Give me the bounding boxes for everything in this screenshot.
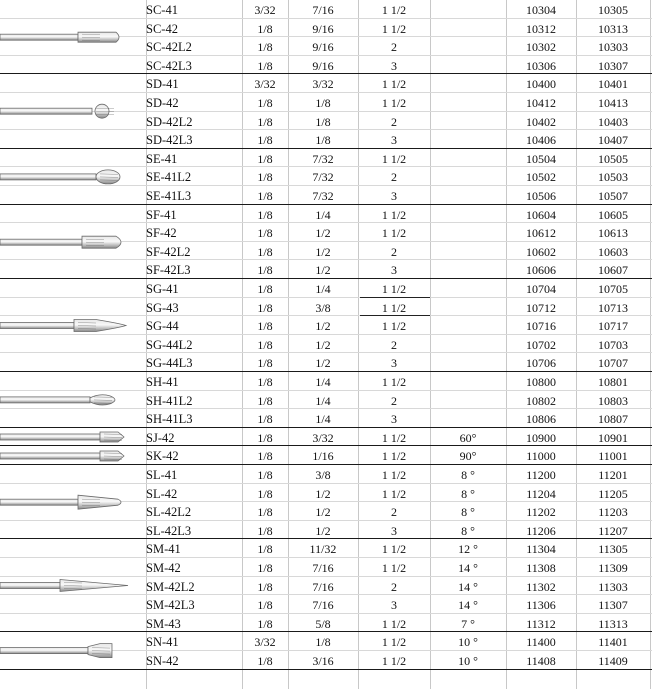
overall-length-cell: 1 1/2	[381, 654, 407, 668]
shank-dia-cell: 1/8	[257, 412, 273, 427]
head-dia-cell: 1/2	[315, 486, 331, 501]
angle-cell: 90°	[459, 449, 477, 464]
item-no-b-cell: 10607	[598, 263, 628, 278]
overall-length-cell: 1 1/2	[381, 3, 407, 17]
item-no-a-cell: 10602	[526, 244, 556, 259]
model-cell: SM-42	[146, 561, 181, 575]
item-no-b-cell: 10603	[598, 244, 628, 259]
item-no-b-cell: 10713	[598, 300, 628, 315]
item-no-a-cell: 10704	[526, 282, 556, 296]
item-no-b-cell: 11313	[598, 616, 628, 631]
shank-dia-cell: 3/32	[254, 77, 276, 92]
head-dia-cell: 3/8	[315, 300, 331, 315]
overall-length-cell: 2	[391, 579, 397, 594]
overall-length-cell: 3	[391, 356, 397, 371]
head-dia-cell: 1/8	[315, 635, 331, 650]
shank-dia-cell: 1/8	[257, 579, 273, 594]
item-no-b-cell: 10801	[598, 375, 628, 389]
item-no-b-cell: 11001	[598, 449, 628, 464]
model-cell: SG-43	[146, 300, 179, 315]
item-no-a-cell: 10504	[526, 151, 556, 166]
angle-cell: 8 °	[461, 468, 475, 482]
head-dia-cell: 1/8	[315, 96, 331, 110]
model-cell: SN-42	[146, 654, 179, 668]
angle-cell: 8 °	[461, 486, 475, 501]
shank-dia-cell: 1/8	[257, 21, 273, 36]
overall-length-cell: 2	[391, 337, 397, 352]
head-dia-cell: 3/32	[312, 430, 334, 445]
shank-dia-cell: 1/8	[257, 375, 273, 389]
head-dia-cell: 1/4	[315, 282, 331, 296]
shank-dia-cell: 1/8	[257, 40, 273, 55]
item-no-a-cell: 10702	[526, 337, 556, 352]
overall-length-cell: 1 1/2	[381, 616, 407, 631]
overall-length-cell: 1 1/2	[381, 449, 407, 464]
angle-cell: 8 °	[461, 505, 475, 520]
head-dia-cell: 1/2	[315, 263, 331, 278]
angle-cell: 7 °	[461, 616, 475, 631]
grid-column-line	[650, 0, 651, 689]
model-cell: SD-41	[146, 77, 179, 92]
angle-cell: 12 °	[458, 542, 478, 557]
item-no-a-cell: 10612	[526, 226, 556, 241]
model-cell: SH-41	[146, 375, 179, 389]
oval-burr-image	[0, 152, 140, 202]
item-no-b-cell: 11309	[598, 561, 628, 575]
item-no-a-cell: 11408	[526, 654, 556, 668]
overall-length-cell: 3	[391, 58, 397, 73]
overall-length-cell: 1 1/2	[381, 77, 407, 92]
arch-ball-burr-image	[0, 208, 140, 276]
model-cell: SL-42	[146, 486, 178, 501]
item-no-a-cell: 11308	[526, 561, 556, 575]
overall-length-cell: 1 1/2	[381, 207, 407, 222]
ball-burr-image	[0, 77, 140, 145]
shank-dia-cell: 1/8	[257, 207, 273, 222]
item-no-a-cell: 10604	[526, 207, 556, 222]
shank-dia-cell: 1/8	[257, 598, 273, 613]
flame-burr-image	[0, 375, 140, 425]
overall-length-cell: 3	[391, 263, 397, 278]
head-dia-cell: 1/8	[315, 133, 331, 148]
item-no-a-cell: 11306	[526, 598, 556, 613]
model-cell: SF-42L2	[146, 244, 191, 259]
item-no-a-cell: 11302	[526, 579, 556, 594]
model-cell: SE-41L3	[146, 189, 192, 203]
overall-length-cell: 1 1/2	[381, 468, 407, 482]
shank-dia-cell: 1/8	[257, 96, 273, 110]
overall-length-cell: 2	[391, 114, 397, 129]
overall-length-cell: 3	[391, 189, 397, 203]
shank-dia-cell: 1/8	[257, 486, 273, 501]
model-cell: SC-42	[146, 21, 178, 36]
shank-dia-cell: 1/8	[257, 263, 273, 278]
overall-length-cell: 3	[391, 598, 397, 613]
model-cell: SF-41	[146, 207, 177, 222]
item-no-b-cell: 10303	[598, 40, 628, 55]
model-cell: SF-42	[146, 226, 177, 241]
shank-dia-cell: 1/8	[257, 170, 273, 185]
head-dia-cell: 1/2	[315, 337, 331, 352]
cone-90-burr-image	[0, 448, 140, 464]
model-cell: SG-44	[146, 319, 179, 334]
model-cell: SM-42L3	[146, 598, 195, 613]
model-cell: SM-41	[146, 542, 181, 557]
item-no-b-cell: 10507	[598, 189, 628, 203]
head-dia-cell: 1/4	[315, 393, 331, 408]
overall-length-cell: 3	[391, 133, 397, 148]
item-no-a-cell: 11206	[526, 523, 556, 538]
shank-dia-cell: 1/8	[257, 654, 273, 668]
shank-dia-cell: 1/8	[257, 319, 273, 334]
arch-pointed-burr-image	[0, 282, 140, 369]
shank-dia-cell: 1/8	[257, 133, 273, 148]
item-no-a-cell: 11202	[526, 505, 556, 520]
head-dia-cell: 9/16	[312, 58, 334, 73]
head-dia-cell: 1/16	[312, 449, 334, 464]
overall-length-cell: 1 1/2	[381, 542, 407, 557]
angle-cell: 14 °	[458, 579, 478, 594]
item-no-a-cell: 10302	[526, 40, 556, 55]
item-no-b-cell: 10403	[598, 114, 628, 129]
shank-dia-cell: 1/8	[257, 244, 273, 259]
item-no-b-cell: 10707	[598, 356, 628, 371]
shank-dia-cell: 1/8	[257, 58, 273, 73]
item-no-b-cell: 10313	[598, 21, 628, 36]
item-no-b-cell: 10401	[598, 77, 628, 92]
item-no-a-cell: 10304	[526, 3, 556, 17]
model-cell: SE-41L2	[146, 170, 192, 185]
item-no-a-cell: 10706	[526, 356, 556, 371]
inverted-cone-burr-image	[0, 635, 140, 666]
group-separator	[0, 445, 652, 446]
group-separator	[0, 73, 652, 74]
item-no-b-cell: 10703	[598, 337, 628, 352]
item-no-b-cell: 11409	[598, 654, 628, 668]
cell-underline	[360, 315, 430, 316]
group-separator	[0, 204, 652, 205]
angle-cell: 10 °	[458, 654, 478, 668]
item-no-b-cell: 10803	[598, 393, 628, 408]
angle-cell: 14 °	[458, 561, 478, 575]
model-cell: SJ-42	[146, 430, 175, 445]
overall-length-cell: 1 1/2	[381, 96, 407, 110]
head-dia-cell: 1/2	[315, 226, 331, 241]
item-no-b-cell: 11203	[598, 505, 628, 520]
model-cell: SD-42L2	[146, 114, 193, 129]
model-cell: SG-41	[146, 282, 179, 296]
item-no-b-cell: 10901	[598, 430, 628, 445]
item-no-a-cell: 10306	[526, 58, 556, 73]
model-cell: SC-42L3	[146, 58, 192, 73]
item-no-b-cell: 11305	[598, 542, 628, 557]
angle-cell: 8 °	[461, 523, 475, 538]
item-no-a-cell: 11204	[526, 486, 556, 501]
taper-ball-burr-image	[0, 468, 140, 536]
shank-dia-cell: 1/8	[257, 226, 273, 241]
shank-dia-cell: 1/8	[257, 114, 273, 129]
head-dia-cell: 7/16	[312, 598, 334, 613]
shank-dia-cell: 1/8	[257, 616, 273, 631]
overall-length-cell: 1 1/2	[381, 282, 407, 296]
item-no-a-cell: 10606	[526, 263, 556, 278]
item-no-b-cell: 10613	[598, 226, 628, 241]
item-no-a-cell: 10400	[526, 77, 556, 92]
shank-dia-cell: 1/8	[257, 468, 273, 482]
item-no-a-cell: 10806	[526, 412, 556, 427]
item-no-b-cell: 10305	[598, 3, 628, 17]
model-cell: SM-42L2	[146, 579, 195, 594]
model-cell: SH-41L2	[146, 393, 193, 408]
shank-dia-cell: 1/8	[257, 430, 273, 445]
item-no-a-cell: 10712	[526, 300, 556, 315]
overall-length-cell: 3	[391, 412, 397, 427]
shank-dia-cell: 1/8	[257, 505, 273, 520]
model-cell: SG-44L2	[146, 337, 193, 352]
shank-dia-cell: 1/8	[257, 393, 273, 408]
head-dia-cell: 1/4	[315, 412, 331, 427]
item-no-b-cell: 10705	[598, 282, 628, 296]
head-dia-cell: 1/2	[315, 523, 331, 538]
head-dia-cell: 7/16	[312, 561, 334, 575]
overall-length-cell: 1 1/2	[381, 561, 407, 575]
head-dia-cell: 7/32	[312, 151, 334, 166]
item-no-a-cell: 10312	[526, 21, 556, 36]
item-no-a-cell: 10900	[526, 430, 556, 445]
item-no-b-cell: 11401	[598, 635, 628, 650]
shank-dia-cell: 1/8	[257, 449, 273, 464]
group-separator	[0, 278, 652, 279]
cell-underline	[360, 297, 430, 298]
item-no-b-cell: 10407	[598, 133, 628, 148]
overall-length-cell: 1 1/2	[381, 486, 407, 501]
head-dia-cell: 3/32	[312, 77, 334, 92]
item-no-a-cell: 10800	[526, 375, 556, 389]
head-dia-cell: 1/2	[315, 319, 331, 334]
angle-cell: 14 °	[458, 598, 478, 613]
item-no-a-cell: 11200	[526, 468, 556, 482]
shank-dia-cell: 3/32	[254, 3, 276, 17]
item-no-b-cell: 10605	[598, 207, 628, 222]
group-separator	[0, 427, 652, 428]
overall-length-cell: 2	[391, 40, 397, 55]
item-no-a-cell: 11312	[526, 616, 556, 631]
cone-60-burr-image	[0, 429, 140, 445]
item-no-a-cell: 10502	[526, 170, 556, 185]
shank-dia-cell: 1/8	[257, 542, 273, 557]
model-cell: SM-43	[146, 616, 181, 631]
shank-dia-cell: 1/8	[257, 356, 273, 371]
group-separator	[0, 464, 652, 465]
group-separator	[0, 371, 652, 372]
head-dia-cell: 3/8	[315, 468, 331, 482]
head-dia-cell: 7/32	[312, 189, 334, 203]
head-dia-cell: 1/2	[315, 505, 331, 520]
model-cell: SL-41	[146, 468, 178, 482]
model-cell: SL-42L2	[146, 505, 192, 520]
angle-cell: 60°	[459, 430, 477, 445]
model-cell: SH-41L3	[146, 412, 193, 427]
head-dia-cell: 7/16	[312, 3, 334, 17]
head-dia-cell: 9/16	[312, 40, 334, 55]
head-dia-cell: 1/8	[315, 114, 331, 129]
overall-length-cell: 2	[391, 505, 397, 520]
item-no-b-cell: 10807	[598, 412, 628, 427]
overall-length-cell: 1 1/2	[381, 430, 407, 445]
shank-dia-cell: 1/8	[257, 523, 273, 538]
item-no-a-cell: 10802	[526, 393, 556, 408]
item-no-a-cell: 10406	[526, 133, 556, 148]
group-separator	[0, 148, 652, 149]
item-no-a-cell: 10402	[526, 114, 556, 129]
overall-length-cell: 1 1/2	[381, 226, 407, 241]
shank-dia-cell: 1/8	[257, 337, 273, 352]
item-no-a-cell: 11000	[526, 449, 556, 464]
overall-length-cell: 1 1/2	[381, 375, 407, 389]
item-no-a-cell: 10412	[526, 96, 556, 110]
item-no-b-cell: 10717	[598, 319, 628, 334]
group-separator	[0, 631, 652, 632]
head-dia-cell: 3/16	[312, 654, 334, 668]
shank-dia-cell: 1/8	[257, 151, 273, 166]
head-dia-cell: 7/16	[312, 579, 334, 594]
shank-dia-cell: 1/8	[257, 561, 273, 575]
overall-length-cell: 2	[391, 244, 397, 259]
overall-length-cell: 1 1/2	[381, 300, 407, 315]
shank-dia-cell: 1/8	[257, 300, 273, 315]
model-cell: SD-42L3	[146, 133, 193, 148]
overall-length-cell: 1 1/2	[381, 635, 407, 650]
head-dia-cell: 5/8	[315, 616, 331, 631]
overall-length-cell: 1 1/2	[381, 319, 407, 334]
model-cell: SE-41	[146, 151, 178, 166]
model-cell: SG-44L3	[146, 356, 193, 371]
group-separator	[0, 538, 652, 539]
model-cell: SL-42L3	[146, 523, 192, 538]
cylinder-ball-end-burr-image	[0, 3, 140, 71]
item-no-b-cell: 11205	[598, 486, 628, 501]
item-no-a-cell: 11304	[526, 542, 556, 557]
head-dia-cell: 11/32	[309, 542, 337, 557]
model-cell: SC-42L2	[146, 40, 192, 55]
item-no-b-cell: 10503	[598, 170, 628, 185]
item-no-a-cell: 11400	[526, 635, 556, 650]
overall-length-cell: 3	[391, 523, 397, 538]
item-no-b-cell: 11207	[598, 523, 628, 538]
item-no-a-cell: 10716	[526, 319, 556, 334]
head-dia-cell: 1/4	[315, 207, 331, 222]
item-no-b-cell: 10413	[598, 96, 628, 110]
item-no-b-cell: 11307	[598, 598, 628, 613]
head-dia-cell: 7/32	[312, 170, 334, 185]
item-no-b-cell: 11201	[598, 468, 628, 482]
overall-length-cell: 2	[391, 393, 397, 408]
item-no-b-cell: 10307	[598, 58, 628, 73]
shank-dia-cell: 3/32	[254, 635, 276, 650]
shank-dia-cell: 1/8	[257, 189, 273, 203]
overall-length-cell: 1 1/2	[381, 151, 407, 166]
item-no-b-cell: 11303	[598, 579, 628, 594]
model-cell: SK-42	[146, 449, 179, 464]
head-dia-cell: 1/2	[315, 244, 331, 259]
item-no-b-cell: 10505	[598, 151, 628, 166]
overall-length-cell: 2	[391, 170, 397, 185]
model-cell: SN-41	[146, 635, 179, 650]
shank-dia-cell: 1/8	[257, 282, 273, 296]
item-no-a-cell: 10506	[526, 189, 556, 203]
overall-length-cell: 1 1/2	[381, 21, 407, 36]
angle-cell: 10 °	[458, 635, 478, 650]
model-cell: SD-42	[146, 96, 179, 110]
head-dia-cell: 1/4	[315, 375, 331, 389]
head-dia-cell: 9/16	[312, 21, 334, 36]
head-dia-cell: 1/2	[315, 356, 331, 371]
model-cell: SC-41	[146, 3, 178, 17]
cone-pointed-burr-image	[0, 542, 140, 629]
model-cell: SF-42L3	[146, 263, 191, 278]
group-separator	[0, 669, 652, 670]
